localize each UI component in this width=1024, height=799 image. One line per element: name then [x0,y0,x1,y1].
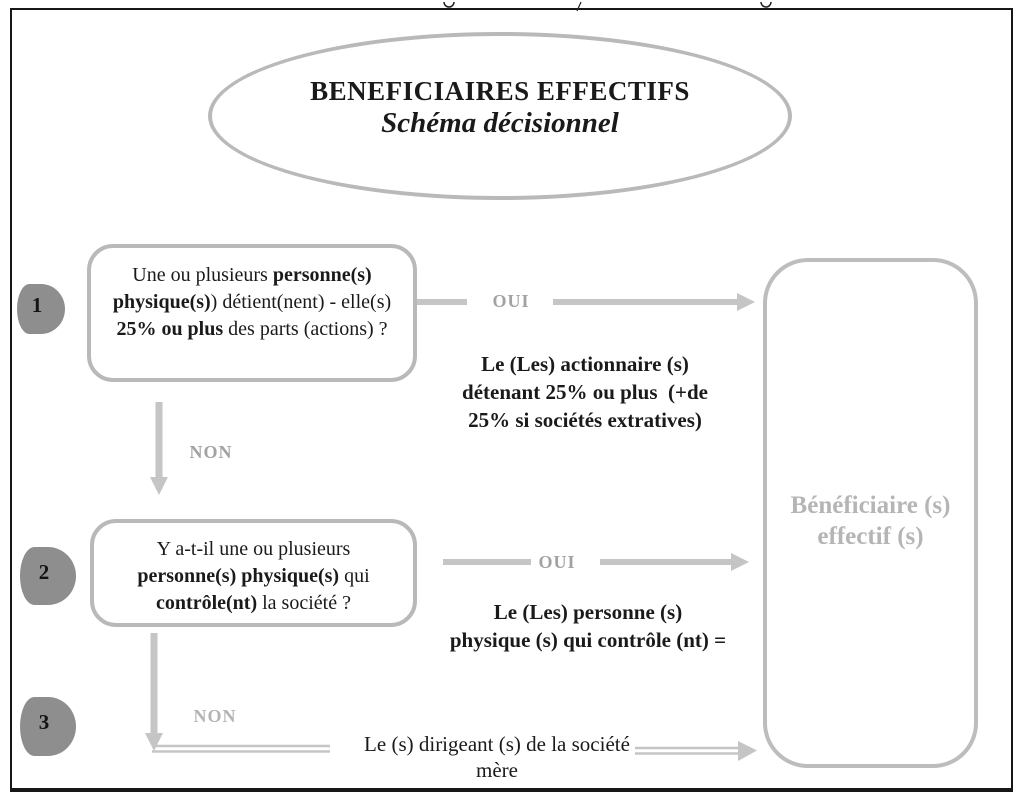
oui1-label: OUI [492,291,530,311]
outcome-box [763,258,978,768]
result3-text: Le (s) dirigeant (s) de la société mère [364,732,630,782]
result1-text: Le (Les) actionnaire (s) détenant 25% ou plus (+de 25% si sociétés extratives) [462,352,708,432]
step-circle-2 [20,547,76,605]
question-box-1 [87,244,417,382]
diagram-subtitle: Schéma décisionnel [381,107,619,139]
oui2-arrow [443,553,749,571]
question1-line2: physique(s)) détient(nent) - elle(s) [112,291,392,313]
oui1-arrow [417,293,755,311]
non2-arrow [145,633,163,751]
question1-line3: 25% ou plus des parts (actions) ? [116,318,388,340]
bottom-double-arrow [635,741,757,761]
result2-text: Le (Les) personne (s) physique (s) qui contrôle (nt) = [449,600,727,652]
question1-line1: Une ou plusieurs personne(s) [132,264,372,286]
non2-label: NON [193,706,237,726]
question2-line2: personne(s) physique(s) qui [137,565,370,587]
question2-line1: Y a-t-il une ou plusieurs [156,538,351,560]
question-box-2 [90,519,417,627]
outcome-label: Bénéficiaire (s) effectif (s) [790,492,951,550]
step-circle-1 [17,284,65,334]
bottom-double-line [152,746,330,752]
step-number-2: 2 [38,559,50,584]
step-number-3: 3 [38,710,50,734]
oui2-label: OUI [538,552,576,572]
non1-label: NON [189,442,233,462]
title-ellipse [208,32,792,200]
step-circle-3 [20,697,76,756]
top-cutoff-text-fragments [444,2,771,11]
non1-arrow [150,402,168,495]
diagram-title: BENEFICIAIRES EFFECTIFS [310,76,690,106]
question2-line3: contrôle(nt) la société ? [156,592,351,614]
step-number-1: 1 [31,292,43,317]
